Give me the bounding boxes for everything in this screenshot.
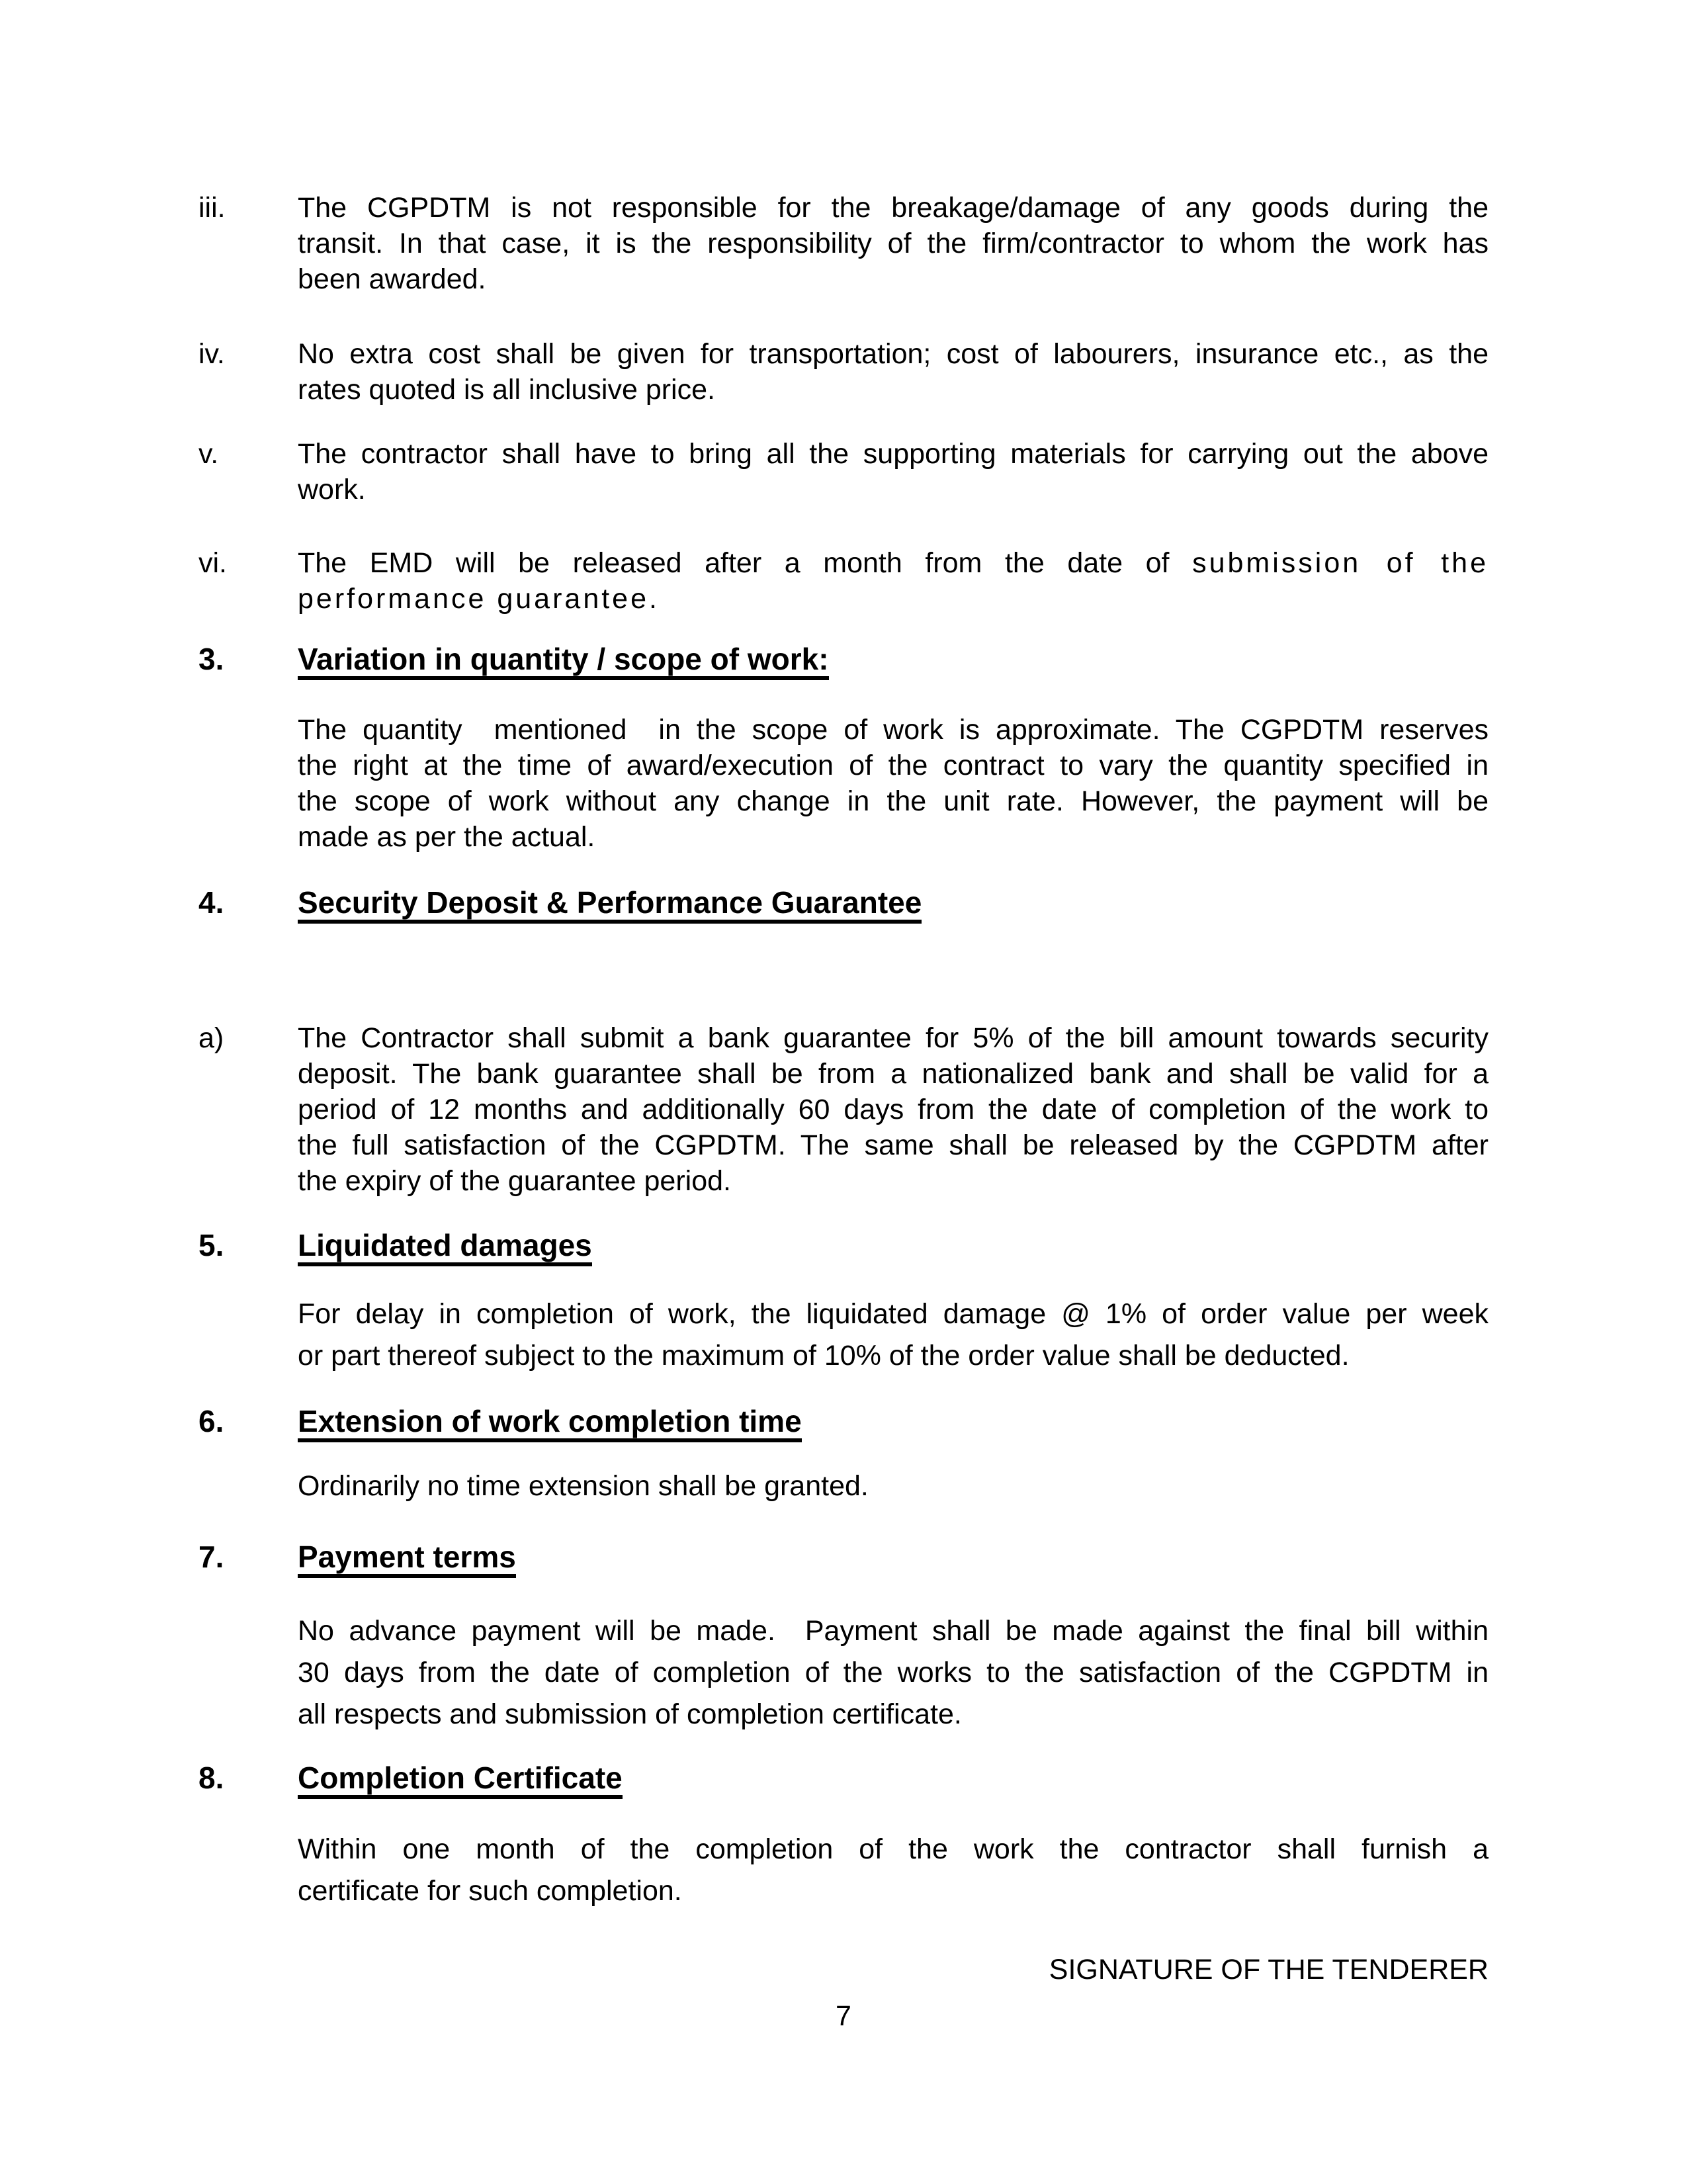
heading-text: Payment terms	[298, 1540, 516, 1578]
list-marker: vi.	[198, 547, 227, 579]
text-line	[298, 1020, 1489, 1056]
clause-iii	[198, 190, 1489, 297]
section-8-body-text	[298, 1829, 1489, 1912]
text-line	[298, 1092, 1489, 1127]
heading-text: Security Deposit & Performance Guarantee	[298, 885, 922, 924]
text-line	[298, 545, 1489, 581]
section-5-heading	[198, 1225, 1489, 1265]
section-7-body	[198, 1610, 1489, 1735]
list-marker: 3.	[198, 642, 224, 676]
text-line	[298, 712, 1489, 748]
clause-iii-text	[298, 190, 1489, 297]
section-8-heading	[198, 1758, 1489, 1798]
text-segment: The quantity mentioned in the scope of work is approximate. The CGPDTM reserves	[298, 714, 1489, 746]
text-line	[298, 1870, 1489, 1912]
list-marker: iv.	[198, 338, 225, 370]
list-marker: 7.	[198, 1540, 224, 1574]
text-line	[298, 336, 1489, 372]
text-segment: No extra cost shall be given for transportation; cost of labourers, insurance etc., as the	[298, 338, 1489, 370]
text-line	[298, 581, 1489, 617]
text-segment: the scope of work without any change in the unit rate. However, the payment will be	[298, 785, 1489, 817]
text-line	[298, 472, 1489, 507]
text-segment: The CGPDTM is not responsible for the breakage/damage of any goods during the	[298, 192, 1489, 224]
list-marker: a)	[198, 1022, 224, 1054]
text-line	[298, 1163, 1489, 1199]
letter-spaced-text: submission of the	[1192, 547, 1489, 579]
section-3-heading-text	[298, 639, 1489, 679]
clause-a-text	[298, 1020, 1489, 1199]
text-line	[298, 783, 1489, 819]
text-segment: The EMD will be released after a month from the date of	[298, 547, 1193, 579]
text-segment: been awarded.	[298, 263, 486, 295]
heading-text: Extension of work completion time	[298, 1404, 802, 1442]
text-line	[298, 819, 1489, 855]
text-line	[298, 226, 1489, 261]
text-segment: all respects and submission of completion certificate.	[298, 1698, 962, 1730]
section-3-body-text	[298, 712, 1489, 855]
text-line	[298, 261, 1489, 297]
section-7-heading	[198, 1537, 1489, 1577]
section-6-body-text	[298, 1465, 1489, 1507]
text-line	[298, 1694, 1489, 1735]
heading-text: Completion Certificate	[298, 1761, 623, 1799]
text-line	[298, 1610, 1489, 1652]
text-segment: Ordinarily no time extension shall be granted.	[298, 1470, 869, 1502]
list-marker: v.	[198, 438, 219, 470]
text-segment: No advance payment will be made. Payment shall be made against the final bill within	[298, 1615, 1489, 1647]
section-5-body-text	[298, 1293, 1489, 1377]
text-line	[298, 190, 1489, 226]
text-segment: or part thereof subject to the maximum of 10% of the order value shall be deducted.	[298, 1340, 1350, 1372]
text-segment: deposit. The bank guarantee shall be from a nationalized bank and shall be valid for a	[298, 1058, 1489, 1090]
text-segment: 30 days from the date of completion of the works to the satisfaction of the CGPDTM in	[298, 1657, 1489, 1688]
text-segment: the expiry of the guarantee period.	[298, 1165, 731, 1197]
text-line	[298, 748, 1489, 783]
letter-spaced-text: performance guarantee.	[298, 583, 660, 615]
text-segment: The contractor shall have to bring all the supporting materials for carrying out the above	[298, 438, 1489, 470]
text-line	[298, 372, 1489, 408]
list-marker: 6.	[198, 1404, 224, 1438]
page-number-text: 7	[836, 2000, 851, 2032]
text-line	[298, 1127, 1489, 1163]
text-segment: period of 12 months and additionally 60 days from the date of completion of the work to	[298, 1094, 1489, 1125]
section-6-heading-text	[298, 1401, 1489, 1441]
section-8-body	[198, 1829, 1489, 1912]
list-marker: 5.	[198, 1228, 224, 1262]
page-number	[198, 1998, 1489, 2034]
clause-v-text	[298, 436, 1489, 507]
text-segment: transit. In that case, it is the responsibility of the firm/contractor to whom the work has	[298, 228, 1489, 259]
list-marker: 8.	[198, 1761, 224, 1795]
heading-text: Liquidated damages	[298, 1228, 592, 1266]
heading-text: Variation in quantity / scope of work:	[298, 642, 829, 680]
text-segment: the full satisfaction of the CGPDTM. The same shall be released by the CGPDTM after	[298, 1129, 1489, 1161]
text-line	[298, 1056, 1489, 1092]
clause-v	[198, 436, 1489, 507]
text-line	[298, 1829, 1489, 1870]
text-line	[298, 1652, 1489, 1694]
text-segment: work.	[298, 474, 366, 505]
text-line	[298, 1335, 1489, 1377]
section-3-body	[198, 712, 1489, 855]
text-segment: rates quoted is all inclusive price.	[298, 374, 715, 406]
section-7-heading-text	[298, 1537, 1489, 1577]
text-line	[298, 436, 1489, 472]
section-4-heading	[198, 883, 1489, 922]
clause-iv-text	[298, 336, 1489, 408]
clause-a	[198, 1020, 1489, 1199]
clause-vi-text	[298, 545, 1489, 617]
section-5-body	[198, 1293, 1489, 1377]
text-segment: The Contractor shall submit a bank guarantee for 5% of the bill amount towards security	[298, 1022, 1489, 1054]
text-line	[298, 1465, 1489, 1507]
list-marker: iii.	[198, 192, 226, 224]
text-segment: For delay in completion of work, the liquidated damage @ 1% of order value per week	[298, 1298, 1489, 1330]
section-8-heading-text	[298, 1758, 1489, 1798]
document-body	[198, 190, 1489, 1912]
section-6-heading	[198, 1401, 1489, 1441]
clause-iv	[198, 336, 1489, 408]
section-4-heading-text	[298, 883, 1489, 922]
clause-vi	[198, 545, 1489, 617]
text-segment: Within one month of the completion of the work the contractor shall furnish a	[298, 1833, 1489, 1865]
signature-line	[198, 1952, 1489, 1987]
text-segment: certificate for such completion.	[298, 1875, 682, 1907]
section-7-body-text	[298, 1610, 1489, 1735]
section-6-body	[198, 1465, 1489, 1507]
section-3-heading	[198, 639, 1489, 679]
signature-text: SIGNATURE OF THE TENDERER	[1049, 1954, 1489, 1986]
list-marker: 4.	[198, 885, 224, 920]
text-segment: the right at the time of award/execution of the contract to vary the quantity specified in	[298, 750, 1489, 781]
section-5-heading-text	[298, 1225, 1489, 1265]
text-line	[298, 1293, 1489, 1335]
text-segment: made as per the actual.	[298, 821, 595, 853]
